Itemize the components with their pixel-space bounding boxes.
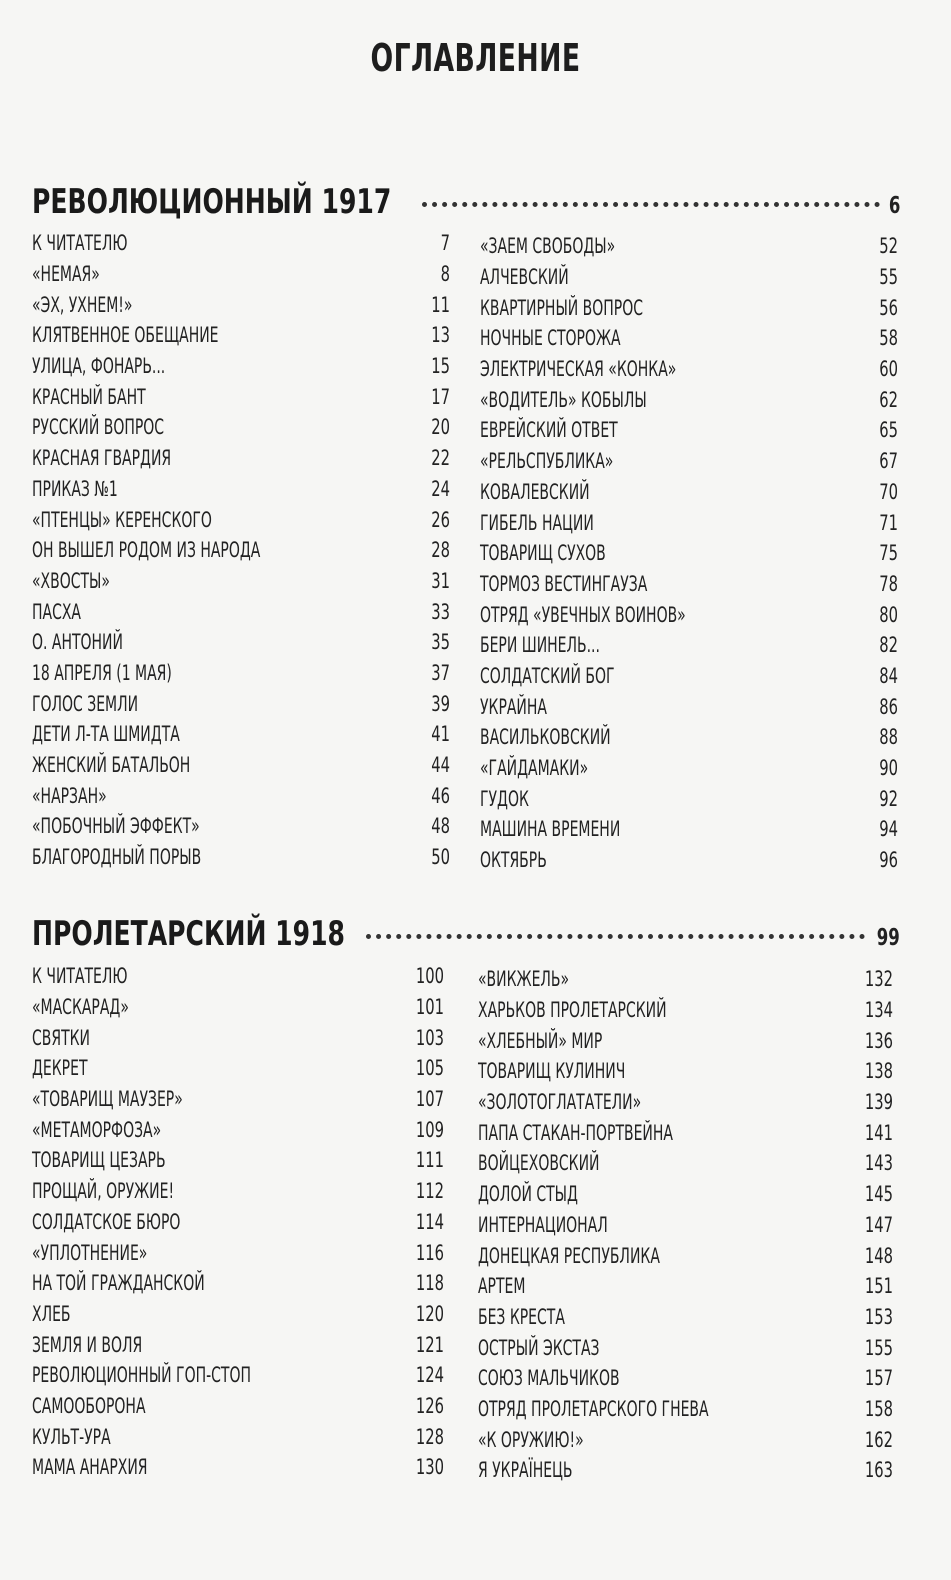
toc-entry[interactable] <box>480 845 898 876</box>
entry-page-number: 55 <box>879 265 898 290</box>
entry-title: БЛАГОРОДНЫЙ ПОРЫВ <box>32 845 202 870</box>
toc-entry[interactable] <box>32 992 444 1023</box>
toc-entry[interactable] <box>32 1452 444 1483</box>
entry-title: Я УКРАЇНЕЦЬ <box>478 1458 573 1483</box>
toc-entry[interactable] <box>32 1145 444 1176</box>
entry-page-number: 158 <box>864 1396 893 1421</box>
entry-page-number: 22 <box>431 446 450 471</box>
entry-title: ДОНЕЦКАЯ РЕСПУБЛИКА <box>478 1243 660 1268</box>
toc-entry[interactable] <box>478 1179 893 1210</box>
toc-entry[interactable] <box>480 507 898 538</box>
entry-page-number: 124 <box>415 1363 444 1388</box>
entry-title: БЕРИ ШИНЕЛЬ... <box>480 633 600 658</box>
entry-title: КЛЯТВЕННОЕ ОБЕЩАНИЕ <box>32 323 219 348</box>
toc-entry[interactable] <box>32 351 450 382</box>
toc-entry[interactable] <box>480 477 898 508</box>
entry-page-number: 155 <box>864 1335 893 1360</box>
entry-title: СОЮЗ МАЛЬЧИКОВ <box>478 1366 620 1391</box>
toc-entry[interactable] <box>480 661 898 692</box>
toc-entry[interactable] <box>478 1087 893 1118</box>
entry-page-number: 41 <box>431 722 450 747</box>
entry-title: «ГАЙДАМАКИ» <box>480 756 589 781</box>
entry-title: МАШИНА ВРЕМЕНИ <box>480 817 621 842</box>
entry-page-number: 31 <box>431 568 450 593</box>
entry-title: «НЕМАЯ» <box>32 262 100 287</box>
entry-title: «ПОБОЧНЫЙ ЭФФЕКТ» <box>32 814 200 839</box>
entry-page-number: 148 <box>864 1243 893 1268</box>
entry-title: САМООБОРОНА <box>32 1393 146 1418</box>
toc-entry[interactable] <box>32 1268 444 1299</box>
entry-page-number: 100 <box>415 964 444 989</box>
entry-page-number: 78 <box>879 571 898 596</box>
entry-page-number: 35 <box>431 630 450 655</box>
toc-entry[interactable] <box>32 1176 444 1207</box>
entry-page-number: 15 <box>431 354 450 379</box>
entry-title: БЕЗ КРЕСТА <box>478 1304 565 1329</box>
entry-page-number: 67 <box>879 449 898 474</box>
entry-page-number: 71 <box>879 510 898 535</box>
entry-page-number: 112 <box>415 1179 444 1204</box>
entry-page-number: 116 <box>415 1240 444 1265</box>
toc-entry[interactable] <box>32 1114 444 1145</box>
toc-entry[interactable] <box>480 415 898 446</box>
toc-entry[interactable] <box>32 780 450 811</box>
section-heading-1917[interactable] <box>32 182 900 222</box>
entry-page-number: 13 <box>431 323 450 348</box>
toc-entry[interactable] <box>32 289 450 320</box>
entry-title: «ВИКЖЕЛЬ» <box>478 967 570 992</box>
entry-page-number: 92 <box>879 786 898 811</box>
entry-title: ЭЛЕКТРИЧЕСКАЯ «КОНКА» <box>480 357 677 382</box>
toc-entry[interactable] <box>32 443 450 474</box>
entry-page-number: 141 <box>864 1120 893 1145</box>
toc-entry[interactable] <box>32 228 450 259</box>
entry-title: ЕВРЕЙСКИЙ ОТВЕТ <box>480 418 618 443</box>
entry-page-number: 126 <box>415 1393 444 1418</box>
toc-entry[interactable] <box>478 1424 893 1455</box>
section-name: ПРОЛЕТАРСКИЙ 1918 <box>32 914 345 954</box>
entry-page-number: 114 <box>415 1209 444 1234</box>
entry-page-number: 65 <box>879 418 898 443</box>
entry-title: КРАСНЫЙ БАНТ <box>32 384 146 409</box>
section-page-number: 6 <box>888 193 900 219</box>
entry-page-number: 162 <box>864 1427 893 1452</box>
entry-page-number: 46 <box>431 783 450 808</box>
toc-entry[interactable] <box>32 535 450 566</box>
entry-page-number: 39 <box>431 691 450 716</box>
entry-page-number: 8 <box>440 262 450 287</box>
toc-entry[interactable] <box>32 688 450 719</box>
entry-title: «МАСКАРАД» <box>32 995 129 1020</box>
toc-entry[interactable] <box>480 384 898 415</box>
toc-entry[interactable] <box>32 1299 444 1330</box>
entry-title: МАМА АНАРХИЯ <box>32 1455 148 1480</box>
entry-page-number: 157 <box>864 1366 893 1391</box>
toc-column-1918-left <box>32 961 444 1483</box>
entry-title: «МЕТАМОРФОЗА» <box>32 1117 162 1142</box>
toc-entry[interactable] <box>32 658 450 689</box>
entry-page-number: 17 <box>431 384 450 409</box>
entry-page-number: 94 <box>879 817 898 842</box>
entry-page-number: 75 <box>879 541 898 566</box>
entry-title: ОКТЯБРЬ <box>480 848 547 873</box>
entry-page-number: 70 <box>879 479 898 504</box>
entry-title: КОВАЛЕВСКИЙ <box>480 479 590 504</box>
toc-entry[interactable] <box>32 1207 444 1238</box>
toc-entry[interactable] <box>478 1210 893 1241</box>
toc-entry[interactable] <box>32 504 450 535</box>
entry-page-number: 105 <box>415 1056 444 1081</box>
entry-title: НОЧНЫЕ СТОРОЖА <box>480 326 621 351</box>
toc-entry[interactable] <box>478 1332 893 1363</box>
entry-page-number: 138 <box>864 1059 893 1084</box>
entry-page-number: 147 <box>864 1212 893 1237</box>
toc-entry[interactable] <box>478 964 893 995</box>
entry-title: ВАСИЛЬКОВСКИЙ <box>480 725 611 750</box>
toc-entry[interactable] <box>32 1329 444 1360</box>
entry-page-number: 56 <box>879 295 898 320</box>
page-title: ОГЛАВЛЕНИЕ <box>370 36 581 80</box>
entry-title: «ХВОСТЫ» <box>32 568 110 593</box>
entry-title: «ТОВАРИЩ МАУЗЕР» <box>32 1087 183 1112</box>
entry-page-number: 121 <box>415 1332 444 1357</box>
entry-page-number: 151 <box>864 1274 893 1299</box>
toc-entry[interactable] <box>480 354 898 385</box>
entry-title: ДЕТИ Л-ТА ШМИДТА <box>32 722 180 747</box>
entry-page-number: 33 <box>431 599 450 624</box>
toc-entry[interactable] <box>32 1084 444 1115</box>
toc-entry[interactable] <box>32 1237 444 1268</box>
entry-page-number: 132 <box>864 967 893 992</box>
entry-page-number: 128 <box>415 1424 444 1449</box>
entry-page-number: 20 <box>431 415 450 440</box>
toc-entry[interactable] <box>32 719 450 750</box>
entry-title: «ЗОЛОТОГЛАТАТЕЛИ» <box>478 1090 642 1115</box>
entry-title: ПАПА СТАКАН-ПОРТВЕЙНА <box>478 1120 673 1145</box>
toc-entry[interactable] <box>32 566 450 597</box>
toc-entry[interactable] <box>32 259 450 290</box>
entry-page-number: 28 <box>431 538 450 563</box>
toc-entry[interactable] <box>480 292 898 323</box>
entry-title: РЕВОЛЮЦИОННЫЙ ГОП-СТОП <box>32 1363 251 1388</box>
toc-entry[interactable] <box>478 1455 893 1486</box>
entry-title: КВАРТИРНЫЙ ВОПРОС <box>480 295 643 320</box>
toc-entry[interactable] <box>32 842 450 873</box>
entry-title: ТОВАРИЩ КУЛИНИЧ <box>478 1059 626 1084</box>
entry-page-number: 153 <box>864 1304 893 1329</box>
entry-title: ГУДОК <box>480 786 529 811</box>
entry-title: ПРИКАЗ №1 <box>32 476 118 501</box>
entry-page-number: 82 <box>879 633 898 658</box>
entry-title: ТОВАРИЩ ЦЕЗАРЬ <box>32 1148 166 1173</box>
toc-entry[interactable] <box>478 1302 893 1333</box>
entry-title: «УПЛОТНЕНИЕ» <box>32 1240 148 1265</box>
entry-title: УЛИЦА, ФОНАРЬ... <box>32 354 166 379</box>
toc-entry[interactable] <box>478 1117 893 1148</box>
entry-page-number: 80 <box>879 602 898 627</box>
toc-entry[interactable] <box>480 691 898 722</box>
entry-title: ОТРЯД ПРОЛЕТАРСКОГО ГНЕВА <box>478 1396 709 1421</box>
entry-page-number: 62 <box>879 387 898 412</box>
entry-page-number: 101 <box>415 995 444 1020</box>
entry-title: ПАСХА <box>32 599 81 624</box>
entry-page-number: 90 <box>879 756 898 781</box>
toc-entry[interactable] <box>480 783 898 814</box>
entry-page-number: 109 <box>415 1117 444 1142</box>
toc-entry[interactable] <box>478 1271 893 1302</box>
entry-title: АРТЕМ <box>478 1274 526 1299</box>
toc-entry[interactable] <box>32 1360 444 1391</box>
toc-entry[interactable] <box>478 995 893 1026</box>
entry-title: ХЛЕБ <box>32 1301 71 1326</box>
entry-page-number: 11 <box>431 292 450 317</box>
toc-entry[interactable] <box>480 231 898 262</box>
toc-entry[interactable] <box>32 1391 444 1422</box>
entry-title: ТОРМОЗ ВЕСТИНГАУЗА <box>480 571 648 596</box>
toc-entry[interactable] <box>32 1053 444 1084</box>
toc-entry[interactable] <box>32 750 450 781</box>
entry-page-number: 134 <box>864 998 893 1023</box>
entry-title: ХАРЬКОВ ПРОЛЕТАРСКИЙ <box>478 998 667 1023</box>
entry-title: ОСТРЫЙ ЭКСТАЗ <box>478 1335 600 1360</box>
entry-page-number: 143 <box>864 1151 893 1176</box>
toc-entry[interactable] <box>32 961 444 992</box>
entry-page-number: 52 <box>879 234 898 259</box>
entry-title: «ВОДИТЕЛЬ» КОБЫЛЫ <box>480 387 647 412</box>
entry-title: ИНТЕРНАЦИОНАЛ <box>478 1212 608 1237</box>
entry-title: ГИБЕЛЬ НАЦИИ <box>480 510 594 535</box>
entry-title: «РЕЛЬСПУБЛИКА» <box>480 449 614 474</box>
entry-title: «ХЛЕБНЫЙ» МИР <box>478 1028 603 1053</box>
entry-title: «ПТЕНЦЫ» КЕРЕНСКОГО <box>32 507 212 532</box>
toc-entry[interactable] <box>480 753 898 784</box>
entry-title: ТОВАРИЩ СУХОВ <box>480 541 606 566</box>
entry-page-number: 103 <box>415 1025 444 1050</box>
entry-title: СВЯТКИ <box>32 1025 90 1050</box>
entry-page-number: 86 <box>879 694 898 719</box>
toc-entry[interactable] <box>480 722 898 753</box>
dot-leader <box>366 934 866 939</box>
entry-title: ПРОЩАЙ, ОРУЖИЕ! <box>32 1179 175 1204</box>
entry-title: ЗЕМЛЯ И ВОЛЯ <box>32 1332 143 1357</box>
entry-page-number: 48 <box>431 814 450 839</box>
entry-title: СОЛДАТСКОЕ БЮРО <box>32 1209 181 1234</box>
entry-page-number: 26 <box>431 507 450 532</box>
entry-title: АЛЧЕВСКИЙ <box>480 265 569 290</box>
toc-entry[interactable] <box>480 569 898 600</box>
toc-entry[interactable] <box>480 814 898 845</box>
entry-title: «ЗАЕМ СВОБОДЫ» <box>480 234 616 259</box>
entry-page-number: 60 <box>879 357 898 382</box>
entry-page-number: 139 <box>864 1090 893 1115</box>
entry-title: ОТРЯД «УВЕЧНЫХ ВОИНОВ» <box>480 602 686 627</box>
toc-entry[interactable] <box>478 1363 893 1394</box>
entry-page-number: 96 <box>879 848 898 873</box>
entry-page-number: 120 <box>415 1301 444 1326</box>
entry-title: 18 АПРЕЛЯ (1 МАЯ) <box>32 660 172 685</box>
entry-title: «К ОРУЖИЮ!» <box>478 1427 584 1452</box>
entry-page-number: 130 <box>415 1455 444 1480</box>
entry-title: К ЧИТАТЕЛЮ <box>32 964 128 989</box>
entry-page-number: 84 <box>879 663 898 688</box>
toc-column-1917-right <box>480 231 898 875</box>
toc-entry[interactable] <box>480 262 898 293</box>
entry-page-number: 50 <box>431 845 450 870</box>
toc-entry[interactable] <box>480 599 898 630</box>
entry-title: ДЕКРЕТ <box>32 1056 88 1081</box>
entry-title: «ЭХ, УХНЕМ!» <box>32 292 133 317</box>
entry-title: О. АНТОНИЙ <box>32 630 123 655</box>
section-page-number: 99 <box>876 925 900 951</box>
entry-page-number: 24 <box>431 476 450 501</box>
toc-entry[interactable] <box>478 1240 893 1271</box>
toc-entry[interactable] <box>32 1022 444 1053</box>
entry-title: РУССКИЙ ВОПРОС <box>32 415 165 440</box>
toc-entry[interactable] <box>478 1056 893 1087</box>
section-name: РЕВОЛЮЦИОННЫЙ 1917 <box>32 182 392 222</box>
entry-title: НА ТОЙ ГРАЖДАНСКОЙ <box>32 1271 205 1296</box>
entry-page-number: 163 <box>864 1458 893 1483</box>
entry-page-number: 107 <box>415 1087 444 1112</box>
entry-title: УКРАЙНА <box>480 694 547 719</box>
entry-title: КУЛЬТ-УРА <box>32 1424 111 1449</box>
toc-entry[interactable] <box>480 323 898 354</box>
toc-column-1918-right <box>478 964 893 1486</box>
entry-page-number: 136 <box>864 1028 893 1053</box>
toc-entry[interactable] <box>32 474 450 505</box>
entry-title: ЖЕНСКИЙ БАТАЛЬОН <box>32 753 191 778</box>
entry-title: СОЛДАТСКИЙ БОГ <box>480 663 615 688</box>
toc-entry[interactable] <box>32 320 450 351</box>
entry-page-number: 44 <box>431 753 450 778</box>
entry-title: ОН ВЫШЕЛ РОДОМ ИЗ НАРОДА <box>32 538 261 563</box>
toc-entry[interactable] <box>480 538 898 569</box>
toc-column-1917-left <box>32 228 450 872</box>
entry-page-number: 58 <box>879 326 898 351</box>
toc-entry[interactable] <box>32 1421 444 1452</box>
toc-entry[interactable] <box>480 446 898 477</box>
entry-page-number: 37 <box>431 660 450 685</box>
toc-entry[interactable] <box>478 1148 893 1179</box>
toc-entry[interactable] <box>32 627 450 658</box>
entry-title: К ЧИТАТЕЛЮ <box>32 231 128 256</box>
toc-entry[interactable] <box>32 811 450 842</box>
toc-entry[interactable] <box>32 596 450 627</box>
dot-leader <box>422 202 879 207</box>
entry-title: ГОЛОС ЗЕМЛИ <box>32 691 139 716</box>
entry-title: ДОЛОЙ СТЫД <box>478 1182 578 1207</box>
toc-entry[interactable] <box>32 412 450 443</box>
section-heading-1918[interactable] <box>32 914 900 954</box>
entry-page-number: 111 <box>415 1148 444 1173</box>
entry-page-number: 118 <box>415 1271 444 1296</box>
toc-entry[interactable] <box>478 1025 893 1056</box>
entry-page-number: 88 <box>879 725 898 750</box>
entry-title: «НАРЗАН» <box>32 783 107 808</box>
entry-page-number: 7 <box>440 231 450 256</box>
entry-title: КРАСНАЯ ГВАРДИЯ <box>32 446 172 471</box>
entry-title: ВОЙЦЕХОВСКИЙ <box>478 1151 600 1176</box>
toc-entry[interactable] <box>32 381 450 412</box>
toc-entry[interactable] <box>480 630 898 661</box>
entry-page-number: 145 <box>864 1182 893 1207</box>
toc-entry[interactable] <box>478 1394 893 1425</box>
